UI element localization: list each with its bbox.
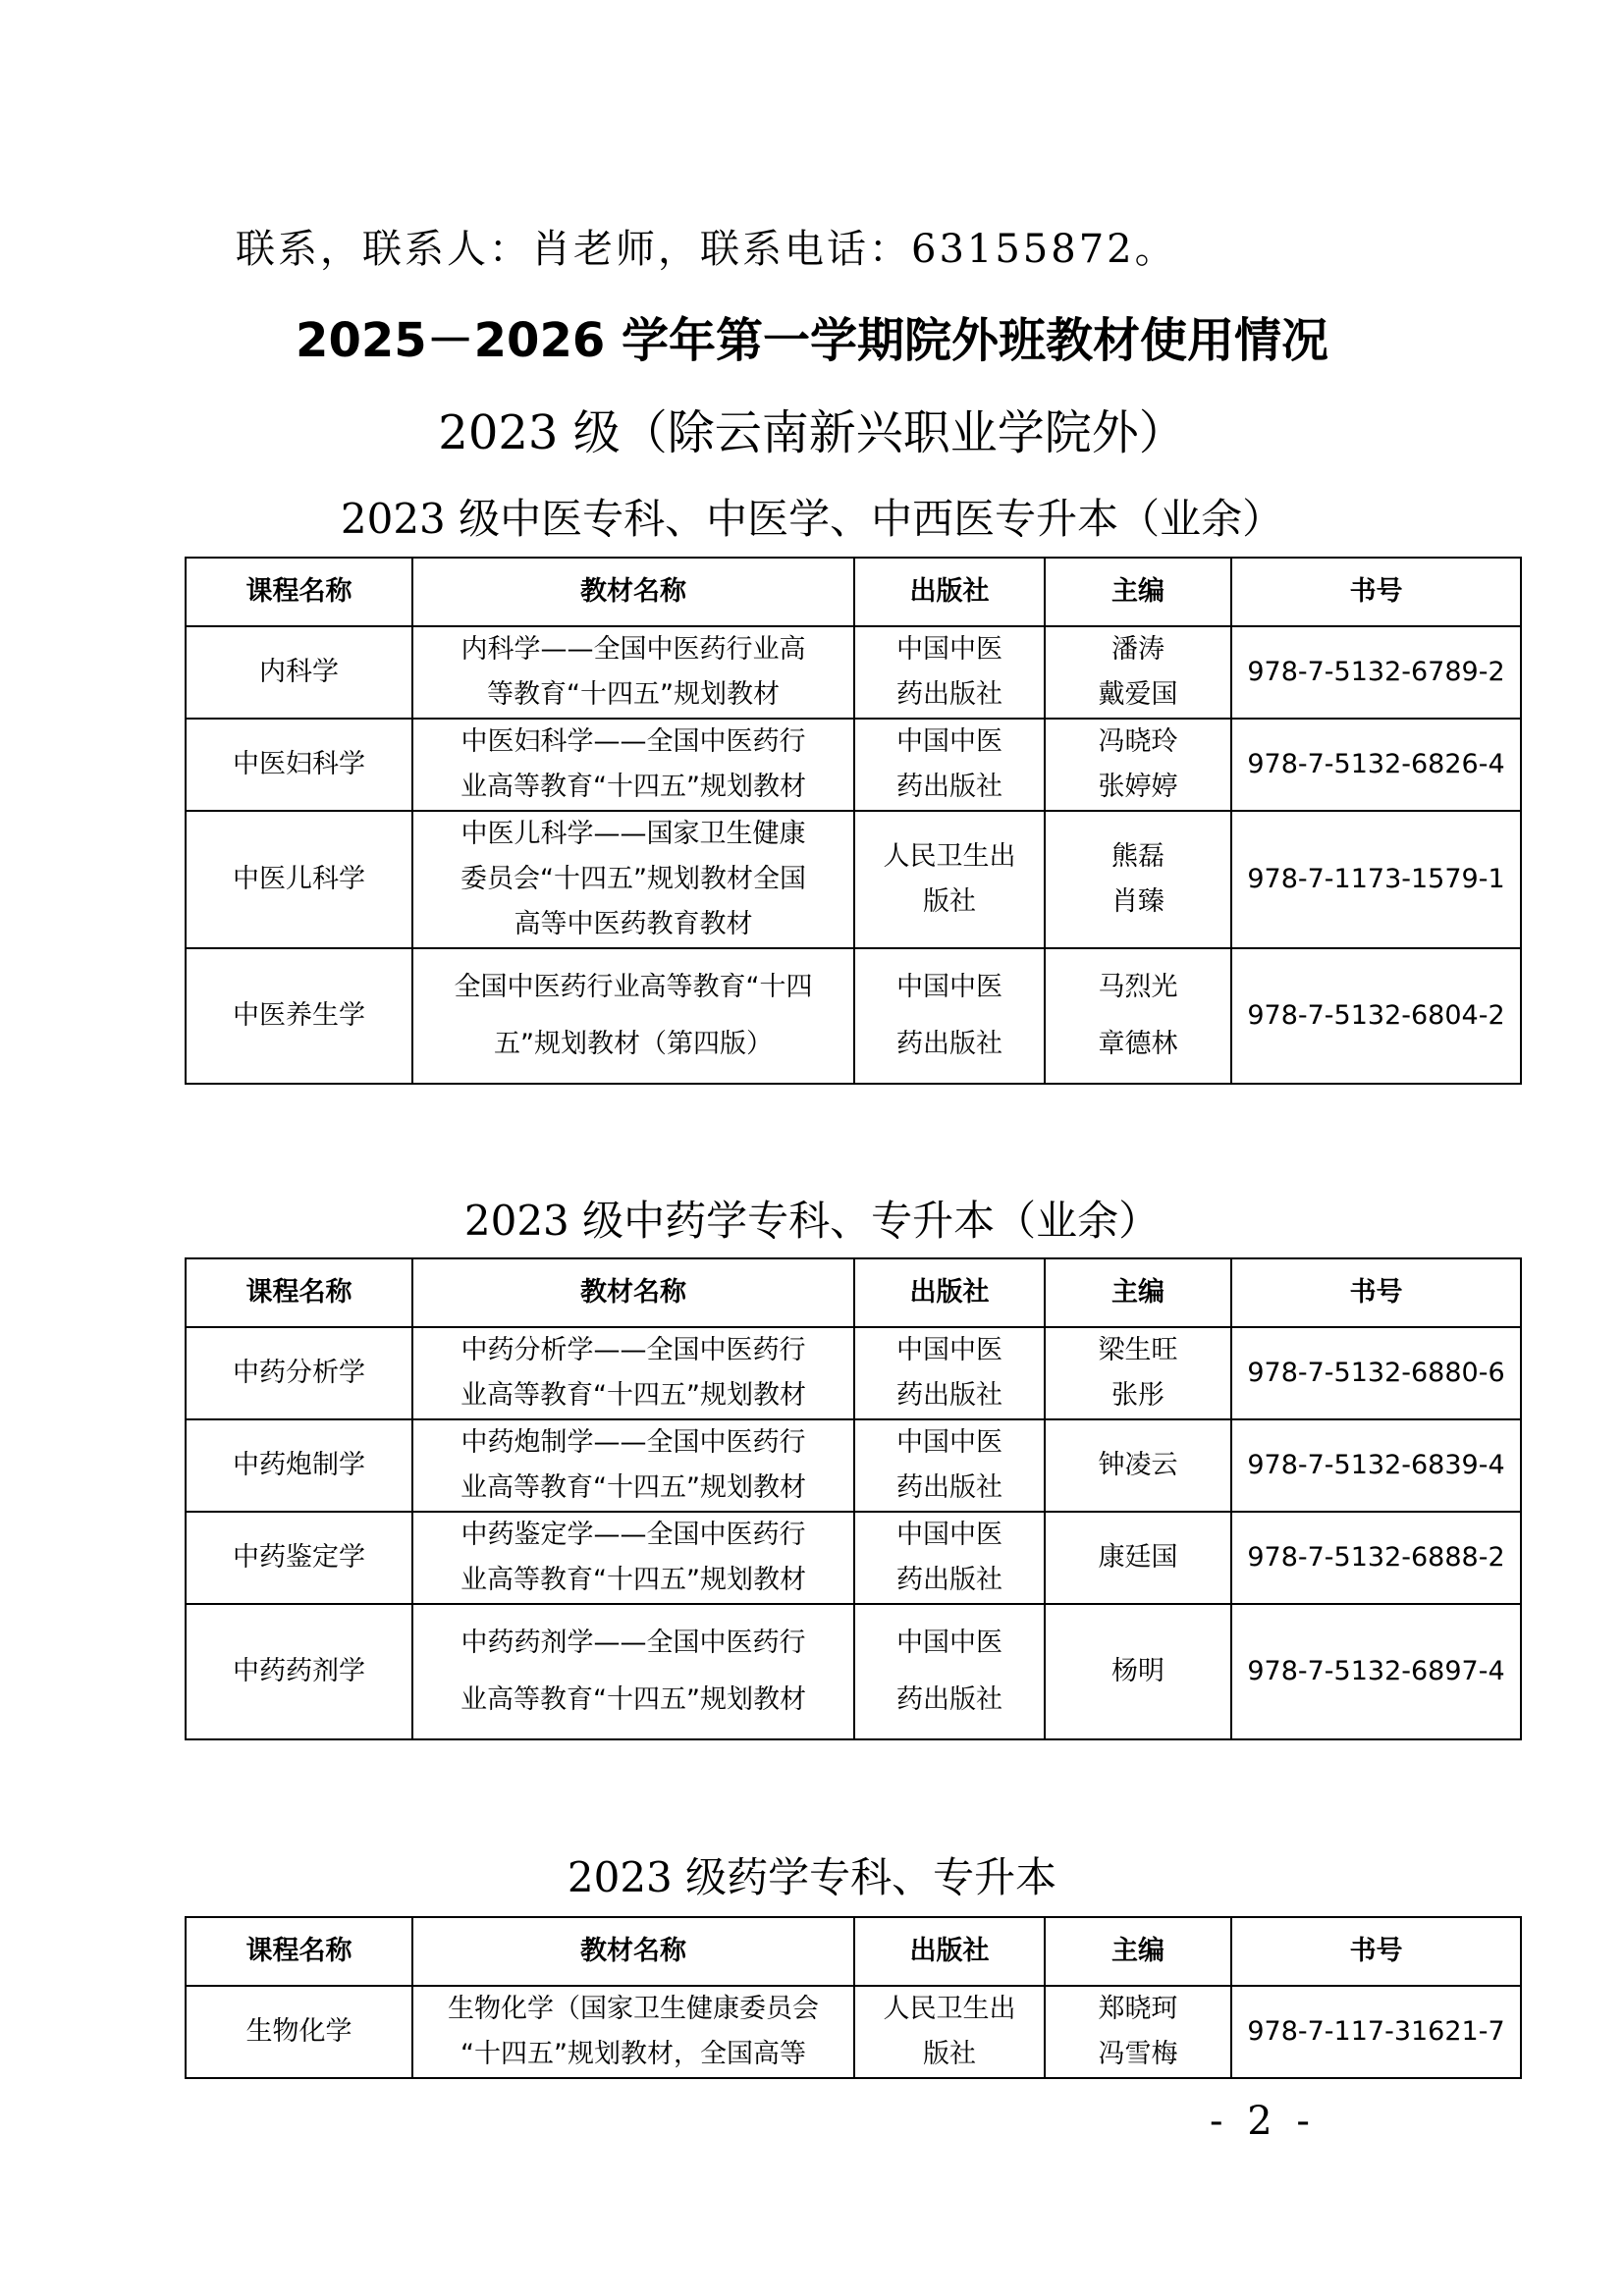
course-name: 中医儿科学 [186, 811, 412, 948]
isbn: 978-7-5132-6888-2 [1231, 1512, 1521, 1604]
document-subtitle: 2023 级（除云南新兴职业学院外） [438, 405, 1186, 460]
header-publisher: 出版社 [854, 1917, 1045, 1986]
table-header-row [186, 558, 1521, 626]
table-row [186, 1986, 1521, 2078]
course-name: 中医妇科学 [186, 719, 412, 811]
header-publisher: 出版社 [854, 1258, 1045, 1327]
editors: 熊磊 肖臻 [1045, 811, 1231, 948]
page-number: - 2 - [1210, 2099, 1316, 2144]
header-course: 课程名称 [186, 1917, 412, 1986]
section-title: 2023 级中医专科、中医学、中西医专升本（业余） [340, 495, 1284, 543]
isbn: 978-7-5132-6880-6 [1231, 1327, 1521, 1419]
publisher: 中国中医 药出版社 [854, 948, 1045, 1084]
editors: 郑晓珂 冯雪梅 [1045, 1986, 1231, 2078]
header-editor: 主编 [1045, 1258, 1231, 1327]
textbook-name: 生物化学（国家卫生健康委员会 “十四五”规划教材，全国高等 [412, 1986, 854, 2078]
table-row [186, 811, 1521, 948]
textbook-name: 中药炮制学——全国中医药行 业高等教育“十四五”规划教材 [412, 1419, 854, 1512]
publisher: 人民卫生出 版社 [854, 1986, 1045, 2078]
textbook-table [185, 557, 1522, 1085]
editors: 冯晓玲 张婷婷 [1045, 719, 1231, 811]
course-name: 中药炮制学 [186, 1419, 412, 1512]
textbook-table [185, 1257, 1522, 1740]
section-title: 2023 级中药学专科、专升本（业余） [463, 1197, 1161, 1245]
header-textbook: 教材名称 [412, 1258, 854, 1327]
isbn: 978-7-5132-6826-4 [1231, 719, 1521, 811]
section-title: 2023 级药学专科、专升本 [567, 1853, 1057, 1901]
table-row [186, 1604, 1521, 1739]
header-course: 课程名称 [186, 558, 412, 626]
isbn: 978-7-5132-6804-2 [1231, 948, 1521, 1084]
table-row [186, 1419, 1521, 1512]
isbn: 978-7-1173-1579-1 [1231, 811, 1521, 948]
header-editor: 主编 [1045, 1917, 1231, 1986]
textbook-name: 全国中医药行业高等教育“十四 五”规划教材（第四版） [412, 948, 854, 1084]
publisher: 中国中医 药出版社 [854, 1512, 1045, 1604]
course-name: 中药鉴定学 [186, 1512, 412, 1604]
table-row [186, 626, 1521, 719]
publisher: 中国中医 药出版社 [854, 719, 1045, 811]
textbook-name: 中药鉴定学——全国中医药行 业高等教育“十四五”规划教材 [412, 1512, 854, 1604]
publisher: 中国中医 药出版社 [854, 1419, 1045, 1512]
header-editor: 主编 [1045, 558, 1231, 626]
publisher: 中国中医 药出版社 [854, 1327, 1045, 1419]
editors: 杨明 [1045, 1604, 1231, 1739]
header-publisher: 出版社 [854, 558, 1045, 626]
course-name: 中医养生学 [186, 948, 412, 1084]
textbook-name: 内科学——全国中医药行业高 等教育“十四五”规划教材 [412, 626, 854, 719]
table-row [186, 1327, 1521, 1419]
course-name: 内科学 [186, 626, 412, 719]
header-isbn: 书号 [1231, 558, 1521, 626]
editors: 钟凌云 [1045, 1419, 1231, 1512]
table-header-row [186, 1917, 1521, 1986]
isbn: 978-7-117-31621-7 [1231, 1986, 1521, 2078]
editors: 康廷国 [1045, 1512, 1231, 1604]
isbn: 978-7-5132-6789-2 [1231, 626, 1521, 719]
editors: 马烈光 章德林 [1045, 948, 1231, 1084]
publisher: 中国中医 药出版社 [854, 626, 1045, 719]
textbook-name: 中药分析学——全国中医药行 业高等教育“十四五”规划教材 [412, 1327, 854, 1419]
isbn: 978-7-5132-6897-4 [1231, 1604, 1521, 1739]
header-isbn: 书号 [1231, 1258, 1521, 1327]
table-row [186, 1512, 1521, 1604]
course-name: 中药分析学 [186, 1327, 412, 1419]
header-course: 课程名称 [186, 1258, 412, 1327]
contact-paragraph: 联系，联系人：肖老师，联系电话：63155872。 [236, 227, 1177, 272]
editors: 潘涛 戴爱国 [1045, 626, 1231, 719]
isbn: 978-7-5132-6839-4 [1231, 1419, 1521, 1512]
table-header-row [186, 1258, 1521, 1327]
table-row [186, 719, 1521, 811]
header-textbook: 教材名称 [412, 558, 854, 626]
document-title: 2025－2026 学年第一学期院外班教材使用情况 [296, 313, 1328, 368]
header-isbn: 书号 [1231, 1917, 1521, 1986]
editors: 梁生旺 张彤 [1045, 1327, 1231, 1419]
textbook-name: 中医儿科学——国家卫生健康 委员会“十四五”规划教材全国 高等中医药教育教材 [412, 811, 854, 948]
textbook-table [185, 1916, 1522, 2079]
header-textbook: 教材名称 [412, 1917, 854, 1986]
textbook-name: 中药药剂学——全国中医药行 业高等教育“十四五”规划教材 [412, 1604, 854, 1739]
table-row [186, 948, 1521, 1084]
publisher: 中国中医 药出版社 [854, 1604, 1045, 1739]
course-name: 生物化学 [186, 1986, 412, 2078]
course-name: 中药药剂学 [186, 1604, 412, 1739]
textbook-name: 中医妇科学——全国中医药行 业高等教育“十四五”规划教材 [412, 719, 854, 811]
publisher: 人民卫生出 版社 [854, 811, 1045, 948]
